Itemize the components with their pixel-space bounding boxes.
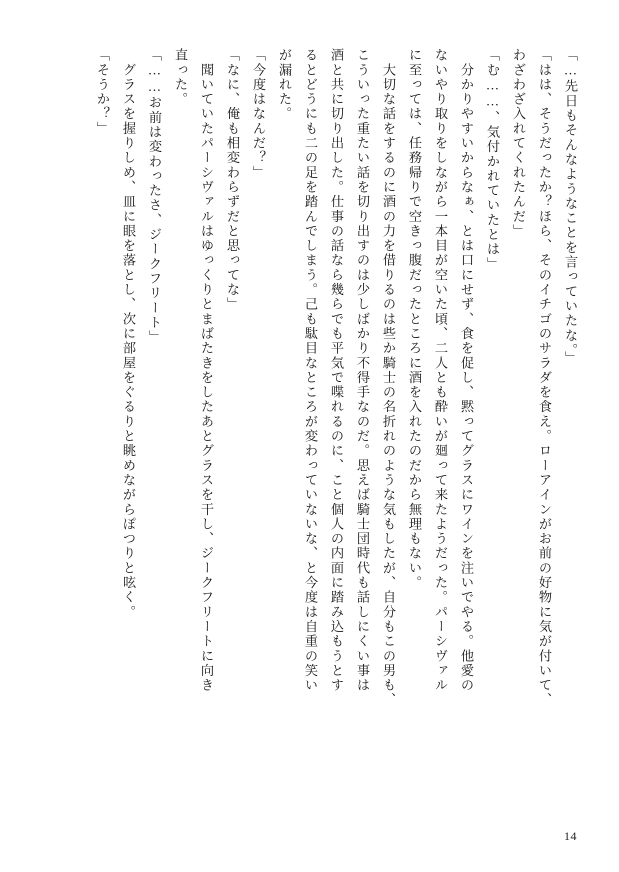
- text-line: ないやり取りをしながら一本目が空いた頃、二人とも酔いが廻って来たようだった。パーシヴァル: [433, 48, 448, 693]
- text-line: 「そうか？」: [95, 48, 110, 136]
- text-line: が漏れた。: [277, 48, 292, 122]
- text-line: に至っては、任務帰りで空きっ腹だったところに酒を入れたのだから無理もない。: [407, 48, 422, 591]
- text-line: こういった重たい話を切り出すのは少しばかり不得手なのだ。思えば騎士団時代も話しにくい事は: [355, 48, 370, 693]
- text-line: わざわざ入れてくれたんだ」: [511, 48, 526, 239]
- text-line: 「…先日もそんなようなことを言っていたな。」: [563, 48, 578, 366]
- text-line: 「……お前は変わったさ、ジークフリート」: [147, 48, 162, 345]
- text-line: 酒と共に切り出した。仕事の話なら幾らでも平気で喋れるのに、こと個人の内面に踏み込もうとす: [329, 48, 344, 693]
- text-line: るとどうにも二の足を踏んでしまう。己も駄目なところが変わっていないな、と今度は自重の笑い: [303, 48, 318, 693]
- text-line: 「む……、気付かれていたとは」: [485, 48, 500, 272]
- text-line: 大切な話をするのに酒の力を借りるのは些か騎士の名折れのような気もしたが、自分もこの男も、: [381, 48, 396, 708]
- text-line: 「なに、俺も相変わらずだと思ってな」: [225, 48, 240, 312]
- text-line: 「はは、そうだったか？ほら、そのイチゴのサラダを食え。ローアインがお前の好物に気が付いて、: [537, 48, 552, 708]
- text-line: 分かりやすいからなぁ、とは口にせず、食を促し、黙ってグラスにワインを注いでやる。他愛の: [459, 48, 474, 693]
- text-line: 「今度はなんだ？」: [251, 48, 266, 180]
- text-line: 直った。: [173, 48, 188, 107]
- page-number: 14: [564, 829, 577, 843]
- text-line: 聞いていたパーシヴァルはゆっくりとまばたきをしたあとグラスを干し、ジークフリートに向き: [199, 48, 214, 693]
- text-line: グラスを握りしめ、皿に眼を落とし、次に部屋をぐるりと眺めながらぽつりと呟く。: [121, 48, 136, 620]
- vertical-text-body: [54, 48, 577, 812]
